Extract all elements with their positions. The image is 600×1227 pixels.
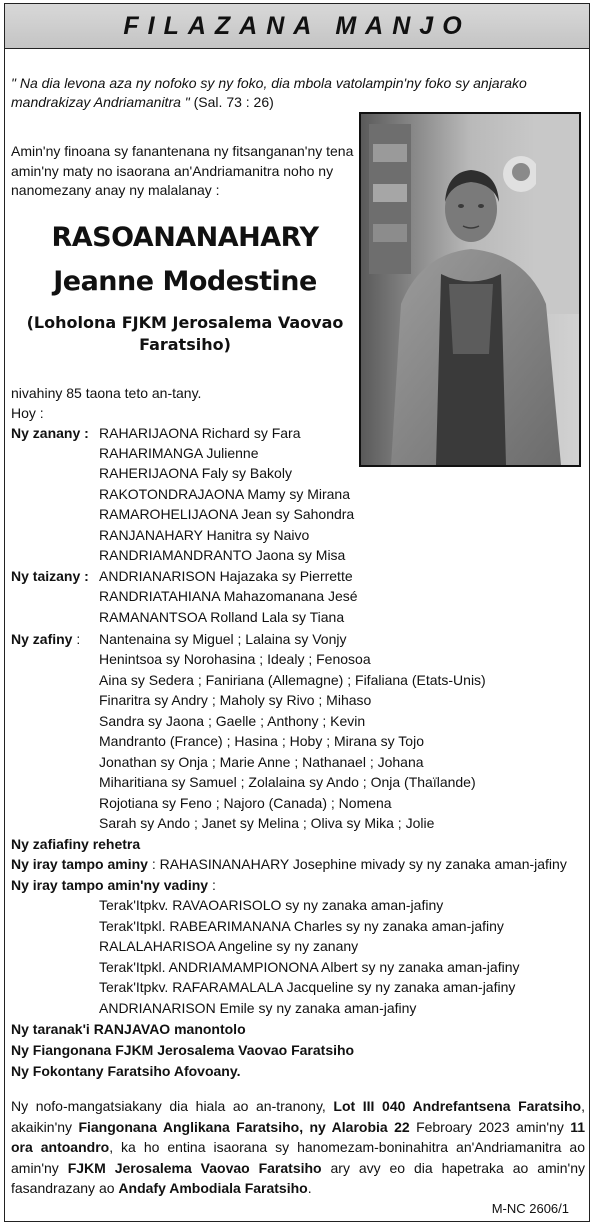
list-item: RAKOTONDRAJAONA Mamy sy Mirana bbox=[99, 486, 351, 502]
deceased-role: (Loholona FJKM Jerosalema Vaovao Faratsiho) bbox=[26, 313, 344, 354]
list-item: Terak'Itpkv. RAVAOARISOLO sy ny zanaka aman-jafiny bbox=[99, 897, 444, 913]
closing-text: , akaikin'ny bbox=[11, 1098, 586, 1135]
list-item: Terak'Itpkv. RAFARAMALALA Jacqueline sy ny zanaka aman-jafiny bbox=[99, 979, 516, 995]
list-item: RAHERIJAONA Faly sy Bakoly bbox=[99, 465, 292, 481]
header-title: FILAZANA MANJO bbox=[123, 11, 471, 40]
iray-tampo-aminy-label: Ny iray tampo aminy bbox=[11, 856, 148, 872]
iray-tampo-vadiny-label: Ny iray tampo amin'ny vadiny bbox=[11, 877, 209, 893]
obituary-frame bbox=[4, 3, 590, 1222]
closing-address: Lot III 040 Andrefantsena Faratsiho bbox=[333, 1098, 582, 1114]
iray-tampo-aminy-text: : RAHASINANAHARY Josephine mivady sy ny zanaka aman-jafiny bbox=[151, 856, 567, 872]
list-item: Jonathan sy Onja ; Marie Anne ; Nathanael ; Johana bbox=[99, 754, 424, 770]
list-item: Sandra sy Jaona ; Gaelle ; Anthony ; Kevin bbox=[99, 713, 366, 729]
zafiny-label: Ny zafiny bbox=[11, 631, 73, 647]
list-item: Finaritra sy Andry ; Maholy sy Rivo ; Mihaso bbox=[99, 692, 372, 708]
closing-text: ary avy eo dia hapetraka ao amin'ny fasandrazany ao bbox=[11, 1159, 586, 1196]
closing-text: Febroary 2023 amin'ny bbox=[409, 1118, 564, 1135]
age-text: nivahiny 85 taona teto an-tany. bbox=[11, 385, 202, 401]
deceased-surname: RASOANANAHARY bbox=[51, 222, 319, 253]
closing-time: 11 ora antoandro bbox=[11, 1118, 586, 1155]
iray-tampo-vadiny-colon: : bbox=[208, 877, 216, 893]
header-banner bbox=[5, 4, 589, 49]
zafiny-colon: : bbox=[76, 631, 81, 647]
hoy-label: Hoy : bbox=[11, 405, 44, 421]
list-item: RAHARIMANGA Julienne bbox=[99, 445, 259, 461]
portrait-image bbox=[361, 114, 579, 465]
list-item: Nantenaina sy Miguel ; Lalaina sy Vonjy bbox=[99, 631, 347, 647]
list-item: RANDRIATAHIANA Mahazomanana Jesé bbox=[99, 588, 358, 604]
funeral-details bbox=[11, 1096, 585, 1199]
list-item: Terak'Itpkl. ANDRIAMAMPIONONA Albert sy ny zanaka aman-jafiny bbox=[99, 959, 520, 975]
list-item: RAMAROHELIJAONA Jean sy Sahondra bbox=[99, 506, 355, 522]
list-item: RANJANAHARY Hanitra sy Naivo bbox=[99, 527, 310, 543]
list-item: RAMANANTSOA Rolland Lala sy Tiana bbox=[99, 609, 345, 625]
closing-tomb: Andafy Ambodiala Faratsiho bbox=[118, 1180, 308, 1196]
iray-tampo-vadiny-row bbox=[11, 877, 216, 893]
zafiny-label-row bbox=[11, 631, 80, 647]
closing-church-date: Fiangonana Anglikana Faratsiho, ny Alarobia 22 bbox=[78, 1118, 410, 1135]
closing-text: Ny nofo-mangatsiakany dia hiala ao an-tranony, bbox=[11, 1098, 326, 1114]
bible-quote bbox=[11, 74, 581, 112]
taranaka-line: Ny taranak'i RANJAVAO manontolo bbox=[11, 1021, 246, 1037]
iray-tampo-aminy-row bbox=[11, 856, 567, 872]
list-item: Mandranto (France) ; Hasina ; Hoby ; Mirana sy Tojo bbox=[99, 733, 424, 749]
list-item: RANDRIAMANDRANTO Jaona sy Misa bbox=[99, 547, 346, 563]
list-item: Aina sy Sedera ; Faniriana (Allemagne) ; Fifaliana (Etats-Unis) bbox=[99, 672, 486, 688]
list-item: Henintsoa sy Norohasina ; Idealy ; Fenosoa bbox=[99, 651, 371, 667]
reference-code: M-NC 2606/1 bbox=[491, 1201, 569, 1216]
list-item: Terak'Itpkl. RABEARIMANANA Charles sy ny zanaka aman-jafiny bbox=[99, 918, 504, 934]
closing-church: FJKM Jerosalema Vaovao Faratsiho bbox=[67, 1159, 322, 1176]
closing-text: . bbox=[307, 1180, 312, 1196]
list-item: ANDRIANARISON Hajazaka sy Pierrette bbox=[99, 568, 353, 584]
zafiafiny-line: Ny zafiafiny rehetra bbox=[11, 836, 141, 852]
closing-text: , ka ho entina isaorana sy hanomezam-boninahitra an'Andriamanitra ao amin'ny bbox=[11, 1139, 585, 1176]
deceased-given-names: Jeanne Modestine bbox=[53, 266, 317, 297]
list-item: Rojotiana sy Feno ; Najoro (Canada) ; Nomena bbox=[99, 795, 392, 811]
portrait-photo bbox=[359, 112, 581, 467]
list-item: ANDRIANARISON Emile sy ny zanaka aman-jafiny bbox=[99, 1000, 417, 1016]
fokontany-line: Ny Fokontany Faratsiho Afovoany. bbox=[11, 1063, 241, 1079]
list-item: RAHARIJAONA Richard sy Fara bbox=[99, 425, 301, 441]
taizany-label: Ny taizany : bbox=[11, 568, 89, 584]
intro-text: Amin'ny finoana sy fanantenana ny fitsanganan'ny tena amin'ny maty no isaorana an'Andriamanitra noho ny nanomezany anay ny malalanay : bbox=[11, 143, 354, 198]
list-item: Sarah sy Ando ; Janet sy Melina ; Oliva sy Mika ; Jolie bbox=[99, 815, 435, 831]
quote-reference: (Sal. 73 : 26) bbox=[193, 94, 274, 110]
quote-text: " Na dia levona aza ny nofoko sy ny foko, dia mbola vatolampin'ny foko sy anjarako mandrakizay Andriamanitra " bbox=[11, 75, 527, 110]
fiangonana-line: Ny Fiangonana FJKM Jerosalema Vaovao Faratsiho bbox=[11, 1042, 355, 1058]
list-item: Miharitiana sy Samuel ; Zolalaina sy Ando ; Onja (Thaïlande) bbox=[99, 774, 476, 790]
list-item: RALALAHARISOA Angeline sy ny zanany bbox=[99, 938, 359, 954]
zanany-label: Ny zanany : bbox=[11, 425, 89, 441]
